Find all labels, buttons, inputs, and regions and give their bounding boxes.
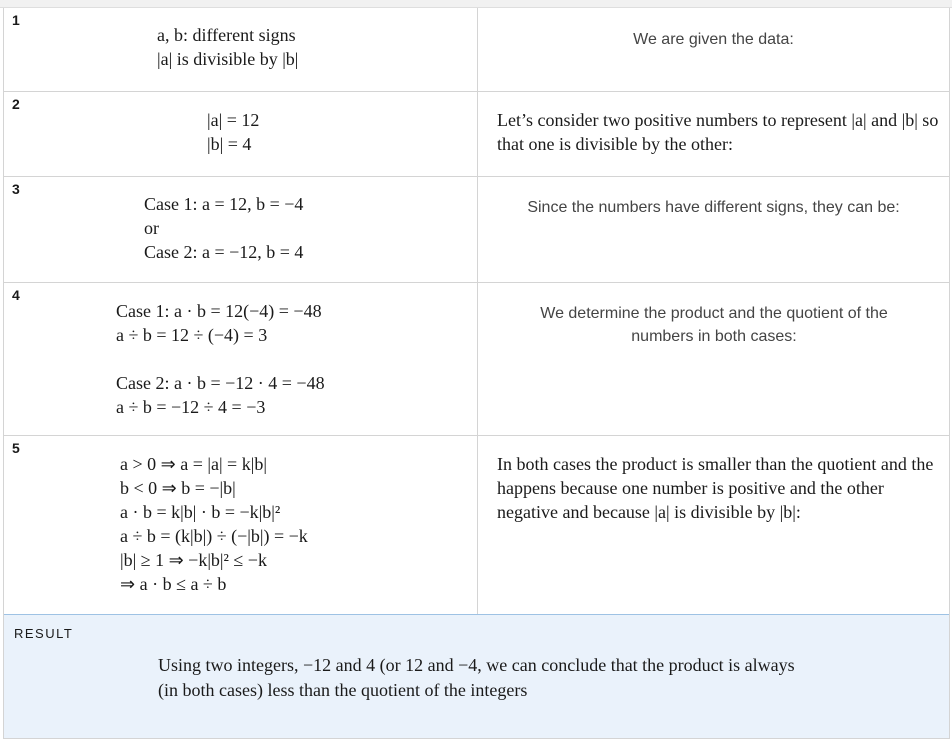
step-explanation: We are given the data: <box>633 31 794 48</box>
column-divider <box>477 436 478 614</box>
math-line: |b| = 4 <box>207 134 252 154</box>
step-explanation: We determine the product and the quotient of the numbers in both cases: <box>540 305 888 345</box>
step-number: 3 <box>12 181 20 197</box>
math-line: a · b = k|b| · b = −k|b|² <box>120 502 281 522</box>
math-line: a ÷ b = (k|b|) ÷ (−|b|) = −k <box>120 526 308 546</box>
column-divider <box>477 177 478 282</box>
math-line: |a| is divisible by |b| <box>157 49 299 69</box>
step-row-5 <box>4 436 949 614</box>
step-math <box>120 452 308 596</box>
math-line: or <box>144 218 159 238</box>
step-number: 4 <box>12 287 20 303</box>
result-panel <box>4 614 949 738</box>
top-strip <box>0 0 952 8</box>
step-math <box>207 108 259 156</box>
step-number: 2 <box>12 96 20 112</box>
step-row-1 <box>4 8 949 92</box>
math-line: a > 0 ⇒ a = |a| = k|b| <box>120 454 267 474</box>
step-row-3 <box>4 177 949 283</box>
step-math <box>144 192 303 264</box>
step-number: 5 <box>12 440 20 456</box>
math-line: ⇒ a · b ≤ a ÷ b <box>120 574 227 594</box>
math-line: a, b: different signs <box>157 25 296 45</box>
step-explanation: In both cases the product is smaller than the quotient and the happens because one number is positive and the other negative and because |a| is divisible by |b|: <box>497 454 934 522</box>
result-label: RESULT <box>14 626 74 641</box>
step-explanation: Since the numbers have different signs, they can be: <box>527 199 900 216</box>
result-text: Using two integers, −12 and 4 (or 12 and −4, we can conclude that the product is always (in both cases) less than the quotient of the integers <box>158 655 795 700</box>
math-spacer <box>116 347 325 371</box>
column-divider <box>477 283 478 435</box>
math-line: Case 1: a = 12, b = −4 <box>144 194 304 214</box>
solution-table <box>3 8 950 739</box>
column-divider <box>477 92 478 176</box>
math-line: Case 1: a · b = 12(−4) = −48 <box>116 301 322 321</box>
step-math <box>157 23 298 71</box>
math-line: Case 2: a = −12, b = 4 <box>144 242 304 262</box>
math-line: a ÷ b = −12 ÷ 4 = −3 <box>116 397 266 417</box>
step-explanation: Let’s consider two positive numbers to represent |a| and |b| so that one is divisible by the other: <box>497 110 939 154</box>
math-line: Case 2: a · b = −12 · 4 = −48 <box>116 373 325 393</box>
step-number: 1 <box>12 12 20 28</box>
math-line: b < 0 ⇒ b = −|b| <box>120 478 236 498</box>
step-row-4 <box>4 283 949 436</box>
step-row-2 <box>4 92 949 177</box>
step-math <box>116 299 325 419</box>
math-line: a ÷ b = 12 ÷ (−4) = 3 <box>116 325 268 345</box>
math-line: |b| ≥ 1 ⇒ −k|b|² ≤ −k <box>120 550 267 570</box>
math-line: |a| = 12 <box>207 110 260 130</box>
